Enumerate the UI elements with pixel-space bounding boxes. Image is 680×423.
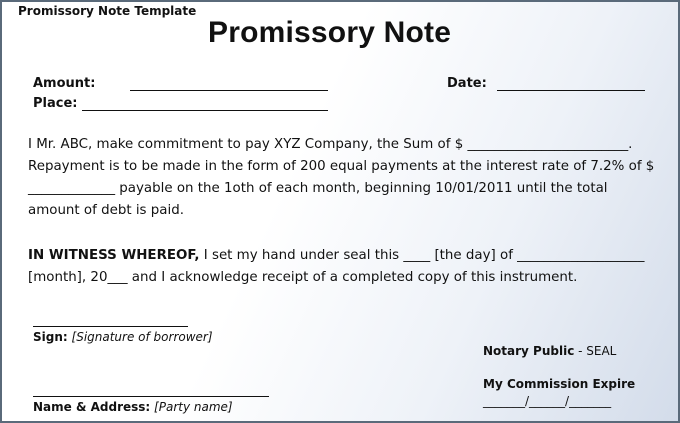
commission-expire-label: My Commission Expire	[483, 377, 636, 391]
name-address-line[interactable]	[33, 396, 269, 397]
name-address-label: Name & Address:	[33, 400, 151, 414]
date-field-line[interactable]	[497, 90, 645, 91]
sign-caption	[33, 330, 213, 344]
notary-seal-text: - SEAL	[574, 344, 617, 358]
place-field-line[interactable]	[82, 110, 328, 111]
commission-date-blanks[interactable]: _______/______/_______	[483, 394, 612, 408]
page-title: Promissory Note	[208, 16, 452, 49]
acknowledge-line: [month], 20___ and I acknowledge receipt of a completed copy of this instrument.	[28, 270, 578, 285]
witness-text: I set my hand under seal this ____ [the day] of ___________________	[199, 248, 645, 263]
body-line-commitment: I Mr. ABC, make commitment to pay XYZ Company, the Sum of $ ________________________.	[28, 137, 633, 152]
amount-field-line[interactable]	[130, 90, 328, 91]
sign-placeholder: [Signature of borrower]	[71, 330, 213, 344]
place-label: Place:	[33, 96, 78, 111]
sign-label: Sign:	[33, 330, 68, 344]
body-line-debt: amount of debt is paid.	[28, 203, 184, 218]
notary-public-bold: Notary Public	[483, 344, 575, 358]
witness-line	[28, 245, 644, 267]
template-label: Promissory Note Template	[18, 4, 197, 18]
signature-line[interactable]	[33, 326, 188, 327]
notary-public-label	[483, 344, 616, 358]
body-line-repayment: Repayment is to be made in the form of 200 equal payments at the interest rate of 7.2% of $	[28, 159, 655, 174]
date-label: Date:	[447, 76, 487, 91]
witness-heading: IN WITNESS WHEREOF,	[28, 248, 200, 263]
body-line-payable: _____________ payable on the 1oth of each month, beginning 10/01/2011 until the total	[28, 181, 608, 196]
name-address-caption	[33, 400, 233, 414]
name-address-placeholder: [Party name]	[154, 400, 233, 414]
amount-label: Amount:	[33, 76, 96, 91]
